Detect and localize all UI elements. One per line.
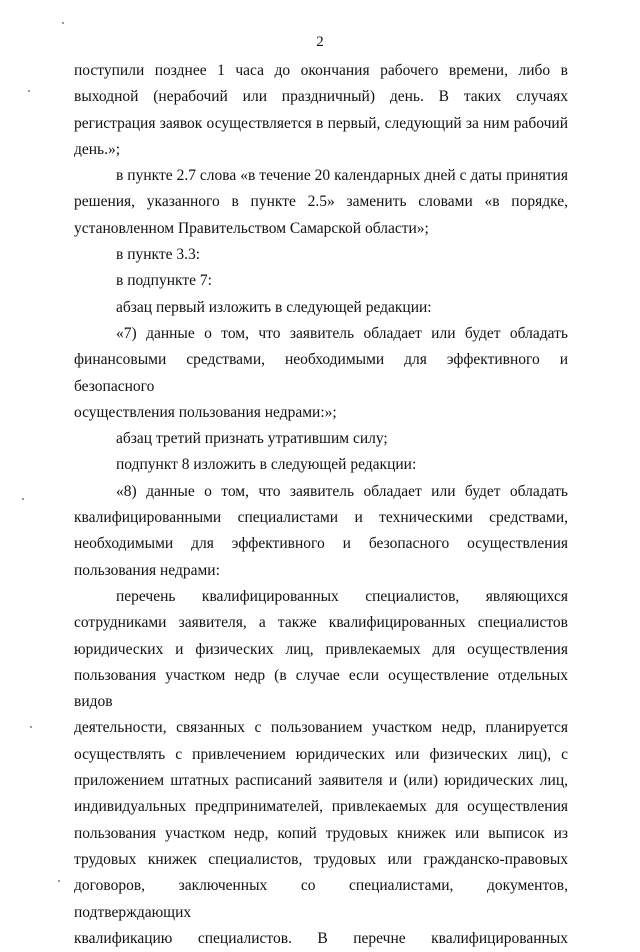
text-line: сотрудниками заявителя, а также квалифицированных специалистов [74, 614, 568, 632]
paragraph-clause-2-7 [74, 163, 568, 242]
document-body [74, 58, 568, 952]
paragraph-subclause-8: подпункт 8 изложить в следующей редакции: [116, 456, 417, 474]
paragraph-first-abstract: абзац первый изложить в следующей редакции: [116, 298, 432, 316]
text-line: индивидуальных предпринимателей, привлекаемых для осуществления [74, 798, 568, 816]
paragraph-clause-3-3: в пункте 3.3: [116, 246, 201, 264]
scan-speck [58, 880, 60, 882]
text-line: установленном Правительством Самарской области»; [74, 219, 429, 237]
text-line: трудовых книжек специалистов, трудовых или гражданско-правовых [74, 850, 568, 868]
text-line: «8) данные о том, что заявитель обладает или будет обладать [116, 482, 568, 500]
scan-speck [22, 498, 24, 500]
text-line: регистрация заявок осуществляется в первый, следующий за ним рабочий [74, 114, 568, 132]
text-line: «7) данные о том, что заявитель обладает или будет обладать [116, 324, 568, 342]
text-line: пользования участком недр (в случае если осуществление отдельных видов [74, 666, 568, 711]
paragraph-item-8 [74, 479, 568, 584]
text-line: в пункте 2.7 слова «в течение 20 календарных дней с даты принятия [116, 167, 568, 185]
scan-speck [28, 90, 30, 92]
text-line: поступили позднее 1 часа до окончания рабочего времени, либо в [74, 62, 568, 79]
text-line: день.»; [74, 140, 121, 158]
text-line: решения, указанного в пункте 2.5» заменить словами «в порядке, [74, 193, 568, 211]
scan-speck [62, 22, 64, 24]
text-line: приложением штатных расписаний заявителя и (или) юридических лиц, [74, 772, 568, 790]
paragraph-continuation [74, 58, 568, 163]
page-number: 2 [316, 34, 324, 50]
text-line: выходной (нерабочий или праздничный) день. В таких случаях [74, 88, 568, 106]
text-line: пользования участком недр, копий трудовых книжек или выписок из [74, 824, 568, 842]
text-line: финансовыми средствами, необходимыми для эффективного и безопасного [74, 351, 568, 395]
paragraph-third-abstract: абзац третий признать утратившим силу; [116, 430, 388, 448]
text-line: юридических и физических лиц, привлекаемых для осуществления [74, 640, 568, 658]
text-line: осуществления пользования недрами:»; [74, 403, 337, 421]
text-line: необходимыми для эффективного и безопасного осуществления [74, 535, 568, 553]
text-line: перечень квалифицированных специалистов, являющихся [116, 587, 568, 605]
text-line: квалифицированными специалистами и техническими средствами, [74, 509, 568, 527]
paragraph-item-7 [74, 321, 568, 426]
text-line: осуществлять с привлечением юридических или физических лиц), с [74, 745, 568, 763]
text-line: пользования недрами: [74, 561, 220, 579]
text-line: квалификацию специалистов. В перечне квалифицированных [74, 929, 568, 947]
text-line: договоров, заключенных со специалистами, документов, подтверждающих [74, 877, 568, 921]
scan-speck [30, 726, 32, 728]
paragraph-specialists-list [74, 584, 568, 952]
paragraph-subclause-7: в подпункте 7: [116, 272, 212, 290]
text-line: деятельности, связанных с пользованием участком недр, планируется [74, 719, 568, 737]
